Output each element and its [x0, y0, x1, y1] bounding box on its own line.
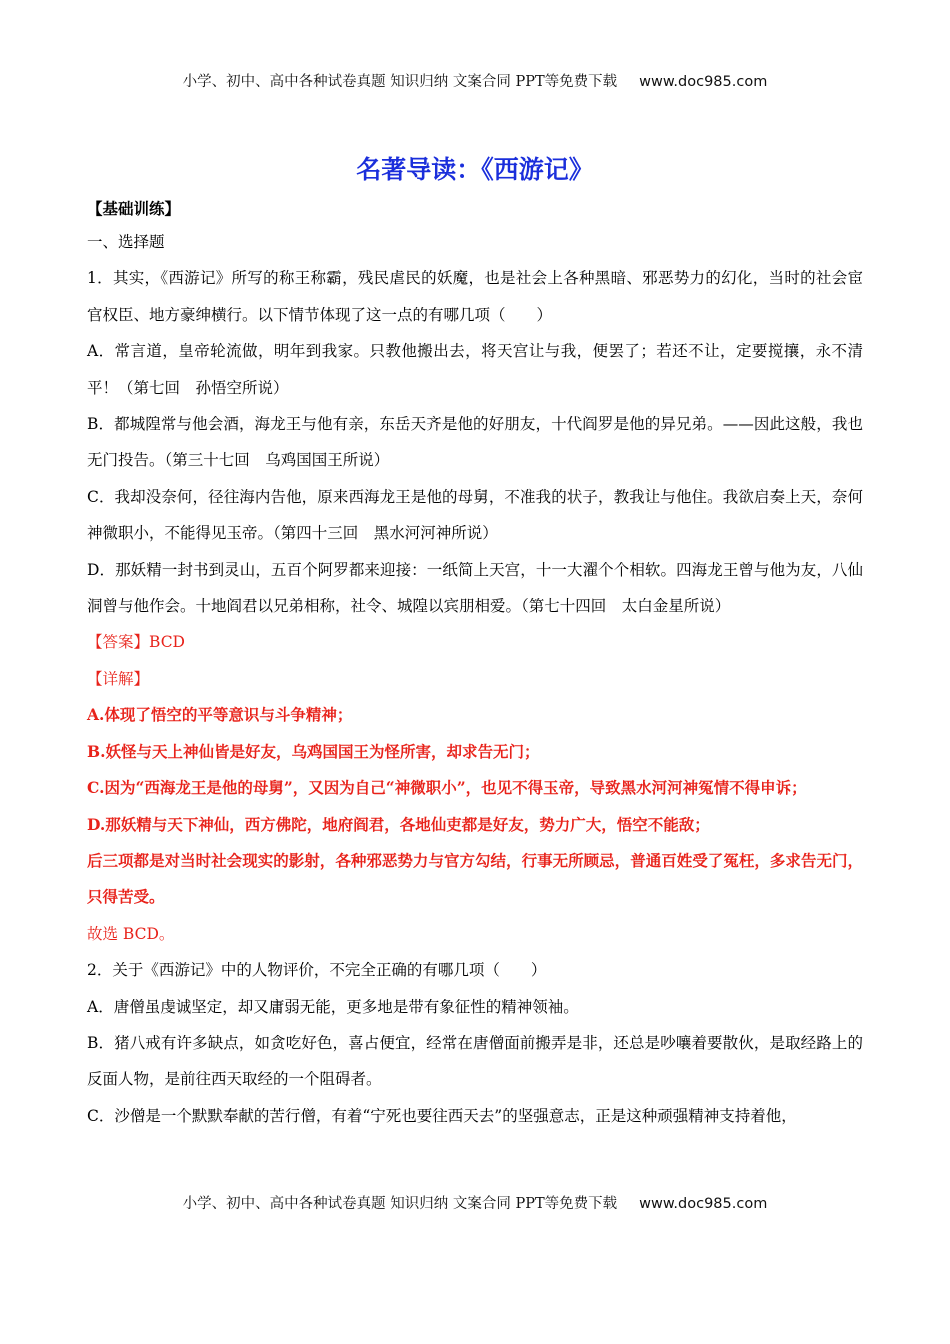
q1-option-c: C．我却没奈何，径往海内告他，原来西海龙王是他的母舅，不准我的状子，教我让与他住。我欲启奏上天，奈何神微职小，不能得见玉帝。（第四十三回 黑水河河神所说） [87, 487, 863, 543]
header-site[interactable]: www.doc985.com [639, 74, 768, 90]
q2-option-a: A．唐僧虽虔诚坚定，却又庸弱无能，更多地是带有象征性的精神领袖。 [87, 997, 579, 1016]
q1-detail-a: A.体现了悟空的平等意识与斗争精神； [87, 705, 353, 725]
q1-detail-label: 【详解】 [87, 669, 150, 688]
q2-option-c: C．沙僧是一个默默奉献的苦行僧，有着“宁死也要往西天去”的坚强意志，正是这种顽强精神支持着他， [87, 1106, 797, 1125]
q1-option-d: D．那妖精一封书到灵山，五百个阿罗都来迎接：一纸简上天宫，十一大濯个个相软。四海龙王曾与他为友，八仙洞曾与他作会。十地阎君以兄弟相称，社令、城隍以宾朋相爱。（第七十四回 太白金星所说） [87, 560, 863, 616]
header-text: 小学、初中、高中各种试卷真题 知识归纳 文案合同 PPT等免费下载 [182, 74, 618, 90]
footer-site[interactable]: www.doc985.com [639, 1196, 768, 1212]
q1-detail-summary: 后三项都是对当时社会现实的影射，各种邪恶势力与官方勾结，行事无所顾忌，普通百姓受了冤枉，多求告无门，只得苦受。 [87, 850, 863, 907]
document-body [87, 150, 863, 1134]
answer-label: 【答案】 [87, 633, 150, 652]
q1-option-b: B．都城隍常与他会酒，海龙王与他有亲，东岳天齐是他的好朋友，十代阎罗是他的异兄弟。——因此这般，我也无门投告。（第三十七回 乌鸡国国王所说） [87, 415, 863, 470]
q1-detail-b: B.妖怪与天上神仙皆是好友，乌鸡国国王为怪所害，却求告无门； [87, 741, 540, 761]
q2-option-b: B．猪八戒有许多缺点，如贪吃好色，喜占便宜，经常在唐僧面前搬弄是非，还总是吵嚷着要散伙，是取经路上的反面人物，是前往西天取经的一个阻碍者。 [87, 1033, 863, 1089]
page-header [0, 70, 950, 91]
q1-detail-c: C.因为“西海龙王是他的母舅”，又因为自己“神微职小”，也见不得玉帝，导致黑水河河神冤情不得申诉； [87, 778, 807, 798]
q2-stem: 2．关于《西游记》中的人物评价，不完全正确的有哪几项（ ） [87, 961, 547, 980]
part-heading: 一、选择题 [87, 233, 165, 251]
page-title: 名著导读：《西游记》 [356, 155, 594, 184]
q1-detail-conclusion: 故选 BCD。 [87, 924, 175, 943]
footer-text: 小学、初中、高中各种试卷真题 知识归纳 文案合同 PPT等免费下载 [182, 1196, 618, 1212]
q1-answer [87, 624, 863, 660]
q1-detail-d: D.那妖精与天下神仙，西方佛陀，地府阎君，各地仙吏都是好友，势力广大，悟空不能敌； [87, 814, 710, 834]
page-footer [0, 1192, 950, 1213]
q1-option-a: A．常言道，皇帝轮流做，明年到我家。只教他搬出去，将天宫让与我，便罢了；若还不让，定要搅攘，永不清平！（第七回 孙悟空所说） [87, 342, 863, 397]
section-heading: 【基础训练】 [87, 199, 181, 218]
answer-value: BCD [149, 633, 185, 652]
q1-stem: 1．其实，《西游记》所写的称王称霸，残民虐民的妖魔，也是社会上各种黑暗、邪恶势力的幻化，当时的社会宦官权臣、地方豪绅横行。以下情节体现了这一点的有哪几项（ ） [87, 269, 863, 324]
